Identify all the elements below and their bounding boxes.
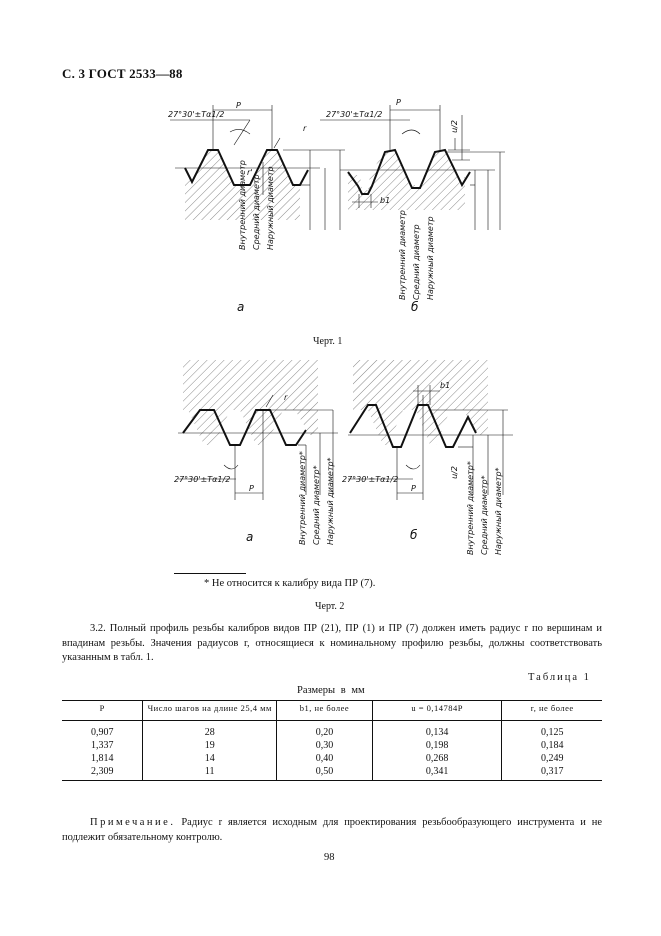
- paragraph-3-2: 3.2. Полный профиль резьбы калибров видов ПР (21), ПР (1) и ПР (7) должен иметь радиус r по вершинам и впадинам резьбы. Значения радиусов r, относящиеся к номинальному профилю резьбы, должны соответствовать указанным в табл. 1.: [62, 623, 602, 663]
- col-header-u: u = 0,14784P: [372, 701, 502, 721]
- col-header-r: r, не более: [502, 701, 602, 721]
- cell-u: 0,198: [372, 739, 502, 752]
- cell-p: 0,907: [90, 727, 114, 738]
- fig2a-dia-inner: Внутренний диаметр*: [298, 451, 307, 545]
- fig2a-sublabel: а: [246, 530, 254, 544]
- table-header-row: [62, 701, 602, 721]
- page-number: 98: [324, 852, 335, 863]
- cell-b1: 0,50: [277, 765, 373, 781]
- fig2b-u-label: u/2: [449, 466, 459, 479]
- cell-r: 0,125: [502, 721, 602, 740]
- footnote-rule: [174, 573, 246, 574]
- fig1b-dia-inner: Внутренний диаметр: [398, 210, 407, 300]
- cell-steps: 28: [143, 721, 277, 740]
- page-header: С. 3 ГОСТ 2533—88: [62, 66, 183, 81]
- fig1a-radius2-label: r': [247, 168, 253, 177]
- fig1a-dia-inner: Внутренний диаметр: [238, 160, 247, 250]
- fig1a-sublabel: а: [237, 300, 245, 314]
- fig1b-dia-outer: Наружный диаметр: [426, 216, 435, 300]
- table-row: [62, 739, 602, 752]
- cell-r: 0,249: [502, 752, 602, 765]
- fig2a-radius-label: r: [284, 393, 288, 402]
- table-row: [62, 752, 602, 765]
- cell-p: 1,814: [90, 753, 114, 764]
- fig1a-dia-outer: Наружный диаметр: [266, 166, 275, 250]
- cell-steps: 11: [143, 765, 277, 781]
- table-row: [62, 765, 602, 781]
- note-lead: Примечание.: [90, 817, 176, 828]
- cell-b1: 0,40: [277, 752, 373, 765]
- fig1b-pitch-label: P: [396, 98, 401, 107]
- col-header-b1: b1, не более: [277, 701, 373, 721]
- col-header-p: P: [62, 701, 143, 721]
- cell-p: 2,309: [62, 765, 143, 781]
- cell-r: 0,317: [502, 765, 602, 781]
- figure-1-drawing: [170, 90, 530, 325]
- fig2a-pitch-label: P: [249, 484, 254, 493]
- fig2b-sublabel: б: [410, 528, 418, 542]
- cell-r: 0,184: [502, 739, 602, 752]
- fig1b-sublabel: б: [411, 300, 419, 314]
- cell-u: 0,268: [372, 752, 502, 765]
- fig2a-angle-label: 27°30'±Tα1/2: [174, 475, 231, 484]
- fig2b-dia-outer: Наружный диаметр*: [494, 467, 503, 555]
- fig1a-radius-label: r: [303, 124, 307, 133]
- footnote: * Не относится к калибру вида ПР (7).: [204, 578, 376, 589]
- fig1a-pitch-label: P: [236, 101, 241, 110]
- table-title: Таблица 1: [528, 672, 591, 683]
- fig2b-angle-label: 27°30'±Tα1/2: [342, 475, 399, 484]
- table-row: [62, 721, 602, 740]
- fig2a-dia-outer: Наружный диаметр*: [326, 457, 335, 545]
- fig1b-dia-mean: Средний диаметр: [412, 224, 421, 300]
- fig2b-pitch-label: P: [411, 484, 416, 493]
- table-units: Размеры в мм: [297, 685, 365, 696]
- fig1b-u-label: u/2: [449, 120, 459, 133]
- cell-b1: 0,20: [277, 721, 373, 740]
- fig1b-angle-label: 27°30'±Tα1/2: [326, 110, 383, 119]
- col-header-steps: Число шагов на длине 25,4 мм: [143, 701, 277, 721]
- table-1: [62, 700, 602, 781]
- note: [62, 816, 602, 845]
- cell-steps: 19: [143, 739, 277, 752]
- cell-b1: 0,30: [277, 739, 373, 752]
- note-text: Радиус r является исходным для проектирования резьбообразующего инструмента и не подлежит обязательному контролю.: [62, 817, 602, 843]
- fig2b-b-label: b1: [440, 381, 451, 390]
- cell-steps: 14: [143, 752, 277, 765]
- figure-1-caption: Черт. 1: [313, 336, 343, 347]
- fig2a-dia-mean: Средний диаметр*: [312, 465, 321, 545]
- fig1a-dia-mean: Средний диаметр: [252, 174, 261, 250]
- cell-u: 0,341: [372, 765, 502, 781]
- fig1a-angle-label: 27°30'±Tα1/2: [168, 110, 225, 119]
- fig2b-dia-mean: Средний диаметр*: [480, 475, 489, 555]
- figure-2-caption: Черт. 2: [315, 601, 345, 612]
- cell-u: 0,134: [372, 721, 502, 740]
- fig2b-dia-inner: Внутренний диаметр*: [466, 461, 475, 555]
- fig1b-b-label: b1: [380, 196, 391, 205]
- cell-p: 1,337: [90, 740, 114, 751]
